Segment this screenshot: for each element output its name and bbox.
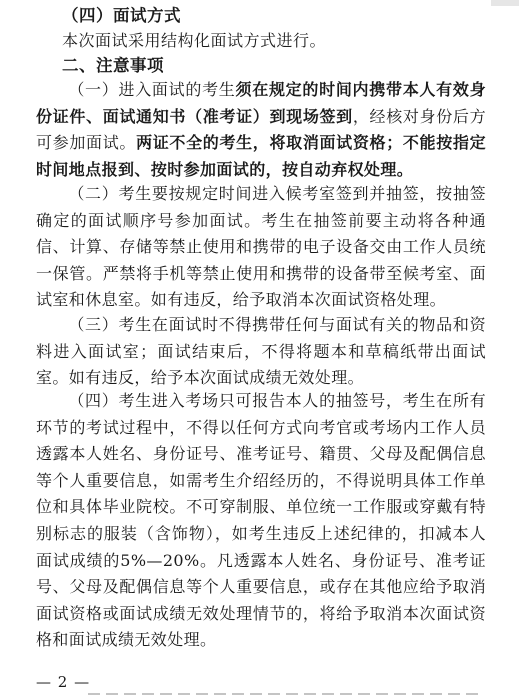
- paragraph-4-text: （四）考生进入考场只可报告本人的抽签号，考生在所有环节的考试过程中，不得以任何方式向考官或考场内工作人员透露本人姓名、身份证号、准考证号、籍贯、父母及配偶信息等个人重要信息，如需考生介绍经历的，不得说明具体工作单位和具体毕业院校。不可穿制服、单位统一工作服或穿戴有特别标志的服装（含饰物），如考生违反上述纪律的，扣减本人面试成绩的5%—20%。凡透露本人姓名、身份证号、准考证号、父母及配偶信息等个人重要信息，或存在其他应给予取消面试资格或面试成绩无效处理情节的，将给予取消本次面试资格和面试成绩无效处理。: [36, 391, 486, 650]
- scroll-edge: [491, 0, 519, 6]
- paragraph-3-text: （三）考生在面试时不得携带任何与面试有关的物品和资料进入面试室；面试结束后，不得将题本和草稿纸带出面试室。如有违反，给予本次面试成绩无效处理。: [36, 315, 486, 388]
- page-number: — 2 —: [36, 673, 91, 691]
- paragraph-1-bold-b: 两证不全的考生，将取消面试资格；不能按指定时间地点报到、按时参加面试的，按自动弃权处理。: [36, 133, 486, 179]
- paragraph-3: [36, 312, 486, 392]
- paragraph-4: [36, 388, 486, 654]
- paragraph-1-lead: （一）进入面试的考生: [68, 80, 236, 99]
- paragraph-1: [36, 77, 486, 183]
- next-page-cutoff: [88, 688, 508, 696]
- subsection-heading: （四）面试方式: [62, 6, 181, 25]
- paragraph-2: [36, 181, 486, 314]
- intro-text: 本次面试采用结构化面试方式进行。: [62, 31, 327, 50]
- paragraph-2-text: （二）考生要按规定时间进入候考室签到并抽签，按抽签确定的面试顺序号参加面试。考生在抽签前要主动将各种通信、计算、存储等禁止使用和携带的电子设备交由工作人员统一保管。严禁将手机等禁止使用和携带的设备带至候考室、面试室和休息室。如有违反，给予取消本次面试资格处理。: [36, 184, 486, 310]
- paragraph-1-bold-a: 须在规定的时间内携带本人有效身份证件、面试通知书（准考证）到现场签到: [36, 80, 486, 126]
- section-heading: 二、注意事项: [62, 56, 164, 75]
- paragraph-1-middle: ，经核对身份后方可参加面试。: [36, 106, 486, 153]
